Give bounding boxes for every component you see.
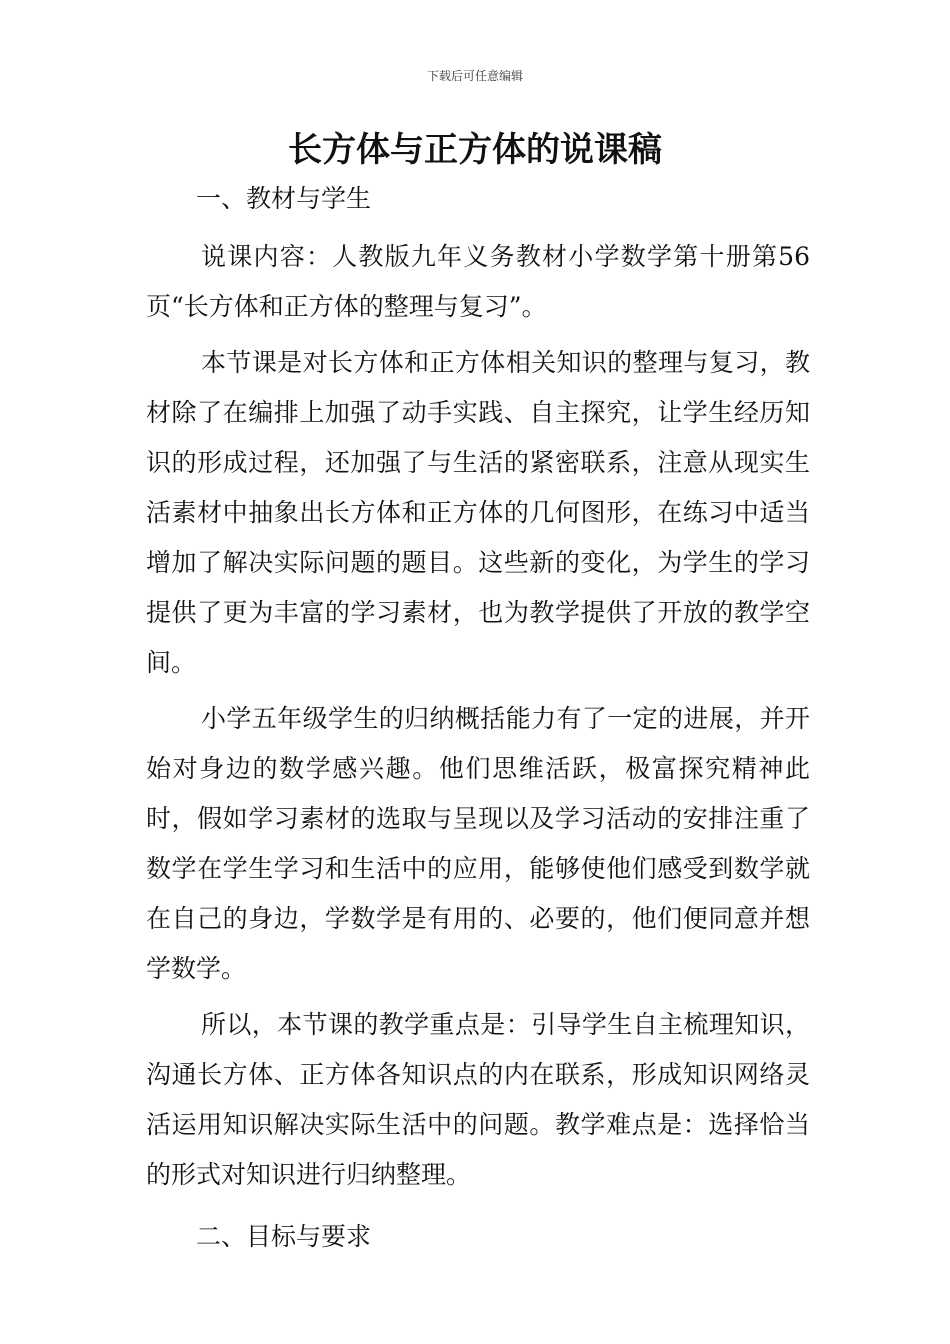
document-body [146,178,810,1258]
header-note: 下载后可任意编辑 [426,69,523,83]
section-heading-2: 二、目标与要求 [196,1222,372,1251]
paragraph-lesson-content: 说课内容：人教版九年义务教材小学数学第十册第56页“长方体和正方体的整理与复习”。 [146,242,810,321]
paragraph-key-points: 所以，本节课的教学重点是：引导学生自主梳理知识，沟通长方体、正方体各知识点的内在联系，形成知识网络灵活运用知识解决实际生活中的问题。教学难点是：选择恰当的形式对知识进行归纳整理。 [146,1010,810,1189]
paragraph-student-analysis: 小学五年级学生的归纳概括能力有了一定的进展，并开始对身边的数学感兴趣。他们思维活跃，极富探究精神此时，假如学习素材的选取与呈现以及学习活动的安排注重了数学在学生学习和生活中的应用，能够使他们感受到数学就在自己的身边，学数学是有用的、必要的，他们便同意并想学数学。 [146,704,810,983]
section-heading-1: 一、教材与学生 [196,184,372,213]
paragraph-textbook-analysis: 本节课是对长方体和正方体相关知识的整理与复习，教材除了在编排上加强了动手实践、自主探究，让学生经历知识的形成过程，还加强了与生活的紧密联系，注意从现实生活素材中抽象出长方体和正方体的几何图形，在练习中适当增加了解决实际问题的题目。这些新的变化，为学生的学习提供了更为丰富的学习素材，也为教学提供了开放的教学空间。 [146,348,810,677]
document-title: 长方体与正方体的说课稿 [288,130,662,170]
